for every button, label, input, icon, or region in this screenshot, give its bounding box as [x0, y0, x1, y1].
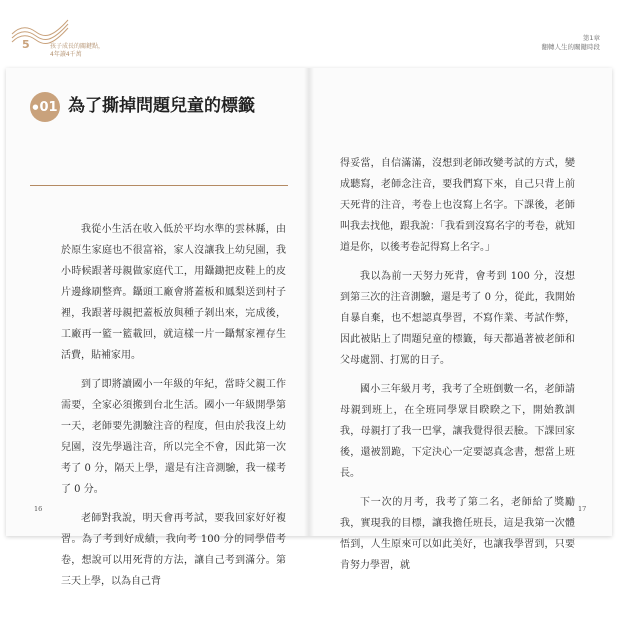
book-gutter [304, 68, 314, 536]
paragraph: 國小三年級月考，我考了全班倒數一名，老師請母親到班上，在全班同學眾目睽睽之下，開始教訓我，母親打了我一巴掌，讓我覺得很丟臉。下課回家後，還被罰跪，下定決心一定要認真念書，想當上班長。 [340, 384, 575, 479]
series-title [50, 43, 104, 59]
right-body-text [340, 153, 575, 584]
paragraph: 我從小生活在收入低於平均水準的雲林縣，由於原生家庭也不很富裕，家人沒讓我上幼兒園，我小時候跟著母親做家庭代工，用鑷鋤把皮鞋上的皮片邊緣刷整齊。鑷頭工廠會將蓋板和鳳梨送到村子裡，我跟著母親把蓋板放與種子剝出來，完成後，工廠再一籃一籃載回，就這樣一片一鑷幫家裡存生活費，貼補家用。 [61, 224, 286, 361]
right-page-number: 17 [578, 505, 587, 513]
paragraph: 下一次的月考，我考了第二名，老師給了獎勵我，實現我的目標，讓我擔任班長，這是我第一次體悟到，人生原來可以如此美好，也讓我學習到，只要肯努力學習，就 [340, 497, 575, 571]
series-line-1: 孩子成長的關鍵點， [50, 43, 105, 50]
paragraph: 到了即將讀國小一年級的年紀，當時父親工作需要，全家必須搬到台北生活。國小一年級開學第一天，老師要先測驗注音的程度，但由於我沒上幼兒園，沒先學過注音，所以完全不會，因此第一次考了 0 分，隔天上學，還是有注音測驗，我一樣考了 0 分。 [61, 379, 286, 495]
chapter-label: 第1章 [582, 34, 600, 42]
svg-text:5: 5 [22, 38, 30, 50]
paragraph: 得妥當，自信滿滿，沒想到老師改變考試的方式，變成聽寫，老師念注音，要我們寫下來，自己只背上前天死背的注音，考卷上也沒寫上名字。下課後，老師叫我去找他，跟我說：「我看到沒寫名字的考卷，就知道是你，以後考卷記得寫上名字。」 [340, 158, 575, 253]
left-page-number: 16 [34, 505, 43, 513]
paragraph: 老師對我說，明天會再考試，要我回家好好複習。為了考到好成績，我向考 100 分的同學借考卷，想說可以用死背的方法，讓自己考到滿分。第三天上學，以為自己背 [61, 513, 286, 587]
left-body-text [61, 219, 286, 600]
right-running-header [542, 34, 601, 52]
chapter-number: 01 [39, 99, 58, 115]
left-running-header [10, 14, 130, 58]
chapter-number-badge [30, 92, 60, 122]
bullet-dot-icon: ● [32, 103, 39, 111]
paragraph: 我以為前一天努力死背，會考到 100 分，沒想到第三次的注音測驗，還是考了 0 分，從此，我開始自暴自棄，也不想認真學習，不寫作業、考試作弊，因此被貼上了問題兒童的標籤，每天都過著被老師和父母處罰、打罵的日子。 [340, 271, 575, 366]
chapter-subtitle: 翻轉人生的關鍵時段 [541, 43, 600, 51]
series-line-2: 4年讀4千萬 [50, 51, 82, 58]
chapter-heading [30, 92, 288, 124]
chapter-title: 為了撕掉問題兒童的標籤 [68, 96, 255, 116]
chapter-title-rule [30, 185, 288, 186]
